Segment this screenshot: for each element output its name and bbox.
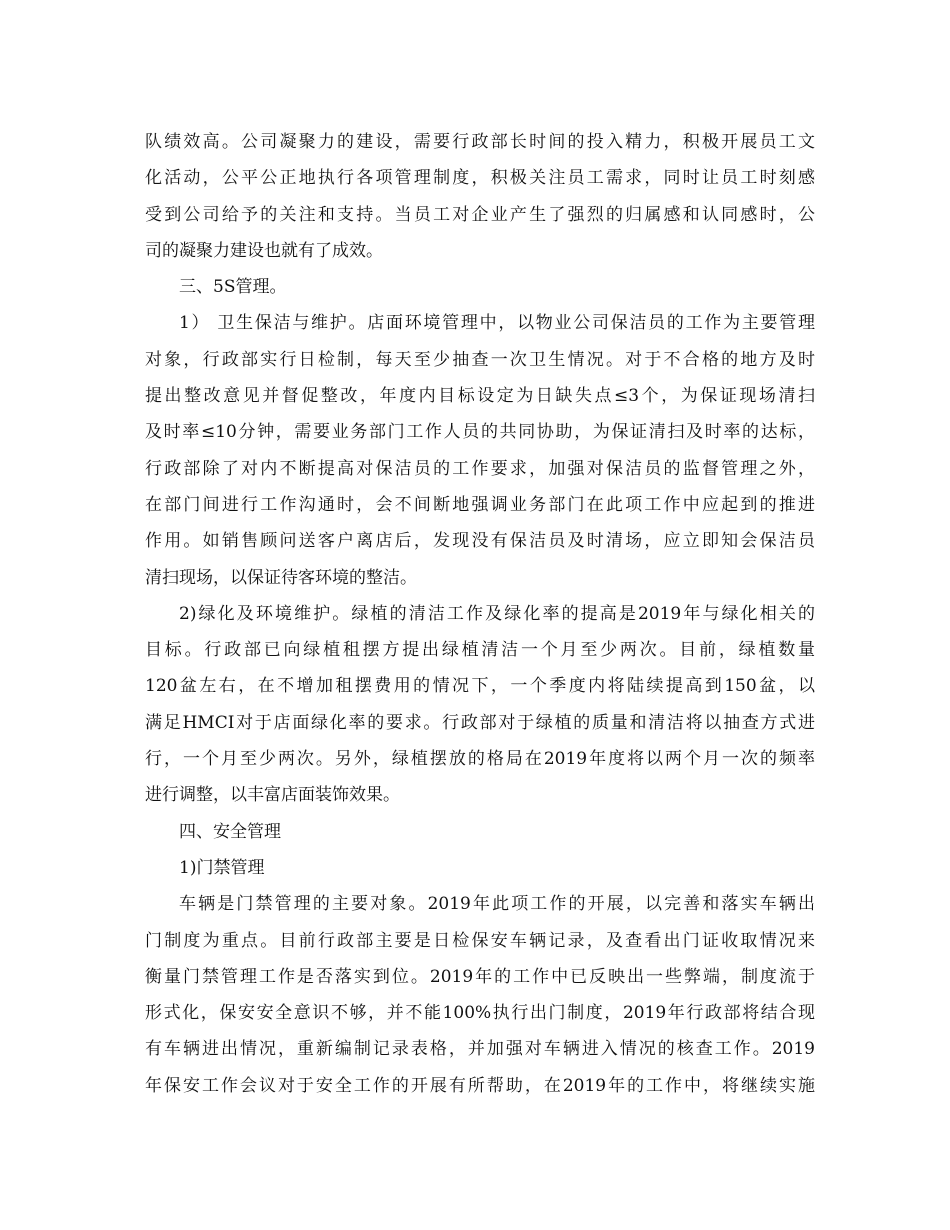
text-line: 衡量门禁管理工作是否落实到位。2019年的工作中已反映出一些弊端，制度流于 (145, 966, 815, 987)
text-line: 在部门间进行工作沟通时，会不间断地强调业务部门在此项工作中应起到的推进 (145, 494, 815, 515)
text-line: 作用。如销售顾问送客户离店后，发现没有保洁员及时清场，应立即知会保洁员 (145, 531, 815, 552)
text-line: 司的凝聚力建设也就有了成效。 (145, 240, 383, 261)
text-line: 目标。行政部已向绿植租摆方提出绿植清洁一个月至少两次。目前，绿植数量 (145, 640, 815, 661)
text-line: 受到公司给予的关注和支持。当员工对企业产生了强烈的归属感和认同感时，公 (145, 204, 815, 225)
text-line: 进行调整，以丰富店面装饰效果。 (145, 785, 400, 806)
subsection-heading: 1)门禁管理 (179, 857, 265, 878)
text-line: 及时率≤10分钟，需要业务部门工作人员的共同协助，为保证清扫及时率的达标， (145, 422, 815, 443)
text-line: 提出整改意见并督促整改，年度内目标设定为日缺失点≤3个，为保证现场清扫 (145, 386, 815, 407)
text-line: 行，一个月至少两次。另外，绿植摆放的格局在2019年度将以两个月一次的频率 (145, 749, 815, 770)
document-body (145, 130, 815, 1110)
text-line: 行政部除了对内不断提高对保洁员的工作要求，加强对保洁员的监督管理之外， (145, 458, 815, 479)
section-heading: 三、5S管理。 (179, 277, 287, 298)
text-line: 化活动，公平公正地执行各项管理制度，积极关注员工需求，同时让员工时刻感 (145, 168, 815, 189)
text-line: 满足HMCI对于店面绿化率的要求。行政部对于绿植的质量和清洁将以抽查方式进 (145, 712, 815, 733)
text-line: 120盆左右，在不增加租摆费用的情况下，一个季度内将陆续提高到150盆，以 (145, 676, 815, 697)
text-line: 有车辆进出情况，重新编制记录表格，并加强对车辆进入情况的核查工作。2019 (145, 1039, 815, 1060)
text-line: 队绩效高。公司凝聚力的建设，需要行政部长时间的投入精力，积极开展员工文 (145, 132, 815, 152)
text-line: 2)绿化及环境维护。绿植的清洁工作及绿化率的提高是2019年与绿化相关的 (179, 603, 815, 624)
text-line: 门制度为重点。目前行政部主要是日检保安车辆记录，及查看出门证收取情况来 (145, 930, 815, 951)
section-heading: 四、安全管理 (179, 821, 281, 842)
text-line: 清扫现场，以保证待客环境的整洁。 (145, 567, 417, 588)
text-line: 年保安工作会议对于安全工作的开展有所帮助，在2019年的工作中，将继续实施 (145, 1075, 815, 1096)
text-line: 形式化，保安安全意识不够，并不能100%执行出门制度，2019年行政部将结合现 (145, 1003, 815, 1024)
text-line: 车辆是门禁管理的主要对象。2019年此项工作的开展，以完善和落实车辆出 (179, 894, 815, 915)
text-line: 对象，行政部实行日检制，每天至少抽查一次卫生情况。对于不合格的地方及时 (145, 349, 815, 370)
text-line: 1） 卫生保洁与维护。店面环境管理中，以物业公司保洁员的工作为主要管理 (179, 313, 815, 334)
